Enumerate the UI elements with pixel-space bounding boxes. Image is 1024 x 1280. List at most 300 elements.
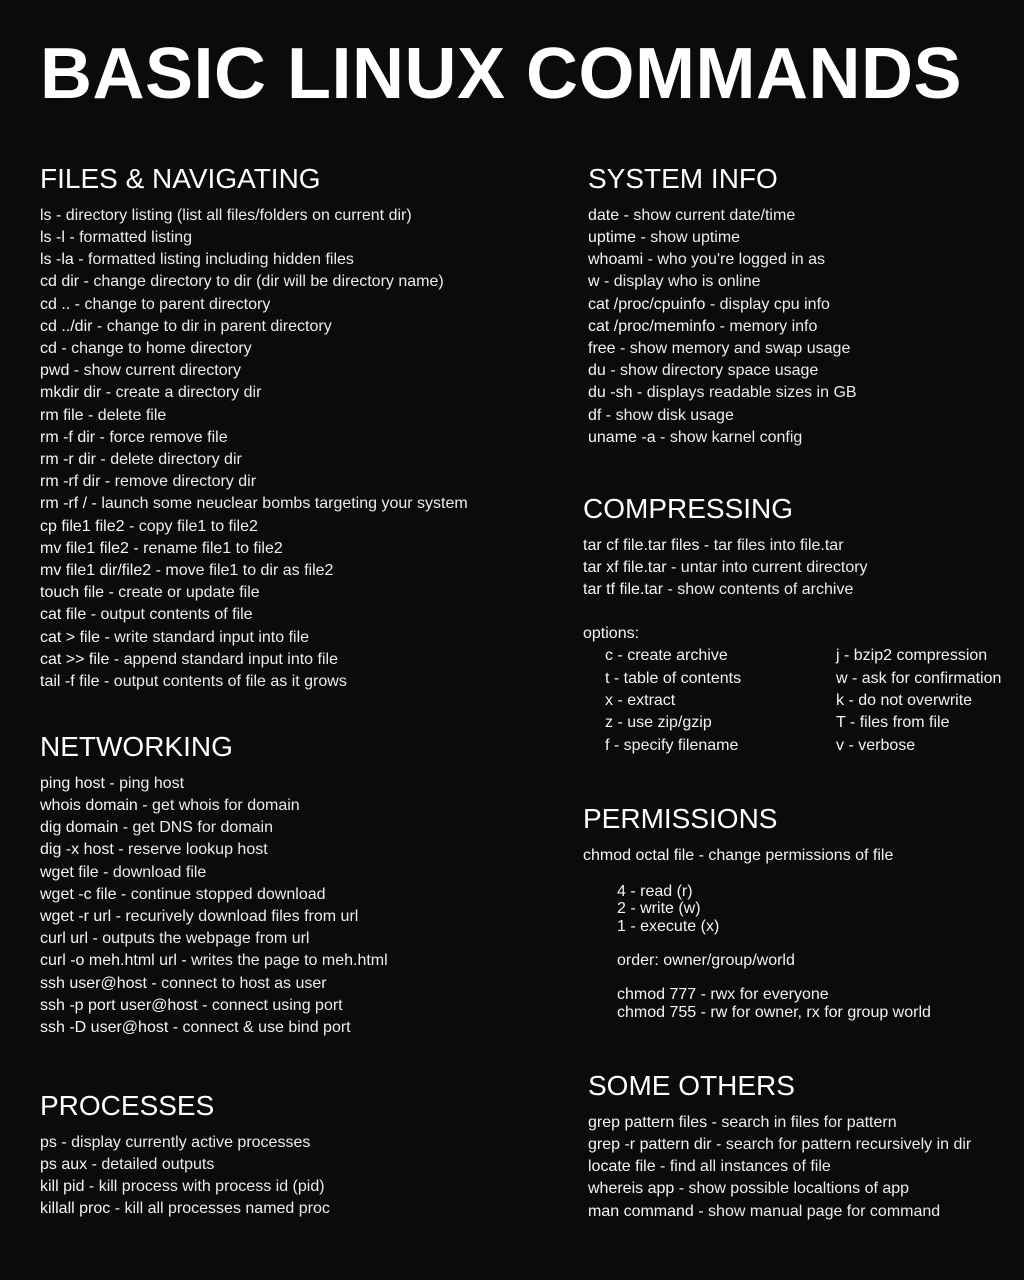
- command-description: remove directory dir: [114, 473, 257, 491]
- command-description: copy file1 to file2: [138, 517, 258, 535]
- command-line: [40, 671, 468, 693]
- command-description: display cpu info: [719, 295, 830, 313]
- command-description: search in files for pattern: [721, 1113, 897, 1131]
- command-name: grep pattern files: [588, 1113, 708, 1131]
- separator: -: [715, 317, 730, 335]
- separator: -: [615, 340, 630, 358]
- separator: -: [625, 882, 641, 900]
- command-name: pwd: [40, 362, 70, 380]
- command-name: ssh -p port user@host: [40, 996, 198, 1014]
- separator: -: [176, 952, 192, 970]
- separator: -: [56, 1133, 72, 1151]
- permissions-main-cmd: chmod octal file: [583, 846, 695, 864]
- separator: -: [844, 692, 859, 709]
- separator: -: [109, 650, 124, 668]
- command-line: [40, 1132, 330, 1154]
- command-line: [588, 316, 857, 338]
- command-description: connect using port: [211, 996, 343, 1014]
- command-description: tar files into file.tar: [713, 536, 844, 554]
- separator: -: [705, 295, 720, 313]
- command-name: chmod 777: [617, 986, 697, 1004]
- command-description: change to dir in parent directory: [106, 317, 332, 335]
- separator: -: [693, 1202, 709, 1220]
- command-description: ask for confirmation: [861, 669, 1002, 687]
- command-name: date: [588, 206, 620, 224]
- command-line: [40, 773, 388, 795]
- section-heading-files: FILES & NAVIGATING: [40, 163, 321, 194]
- command-name: whois domain: [40, 797, 138, 814]
- command-description: writes the page to meh.html: [191, 952, 388, 970]
- separator: -: [113, 841, 129, 859]
- command-name: rm file: [40, 406, 84, 424]
- separator: -: [92, 317, 107, 335]
- separator: -: [86, 606, 101, 624]
- command-name: cat file: [40, 606, 87, 624]
- command-line: [588, 271, 857, 293]
- separator: -: [655, 1158, 670, 1176]
- separator: -: [64, 229, 80, 246]
- command-line: [588, 1112, 971, 1134]
- command-line: [40, 427, 468, 449]
- separator: -: [128, 539, 144, 557]
- command-line: [588, 1134, 971, 1156]
- command-description: show current date/time: [633, 206, 796, 224]
- command-name: cat /proc/cpuinfo: [588, 295, 706, 313]
- command-description: find all instances of file: [669, 1158, 831, 1176]
- separator: -: [101, 384, 116, 402]
- command-name: wget -c file: [40, 885, 117, 903]
- command-name: uname -a: [588, 428, 656, 446]
- command-line: [40, 493, 468, 515]
- command-name: mv file1 dir/file2: [40, 562, 152, 580]
- command-description: read (r): [640, 882, 693, 900]
- command-line: [605, 690, 741, 712]
- command-name: du -sh: [588, 384, 633, 402]
- command-line: [40, 627, 468, 649]
- command-description: search for pattern recursively in dir: [725, 1136, 972, 1153]
- command-name: df: [588, 406, 602, 424]
- command-line: [40, 604, 468, 626]
- command-name: cd ..: [40, 295, 71, 313]
- command-line: [40, 271, 468, 293]
- command-name: c: [605, 647, 613, 665]
- command-description: directory listing (list all files/folders on current dir): [65, 206, 412, 224]
- separator: -: [146, 974, 162, 992]
- separator: -: [98, 863, 113, 881]
- command-description: extract: [627, 692, 676, 709]
- command-line: [836, 712, 1001, 734]
- command-line: [40, 560, 468, 582]
- command-description: show contents of archive: [677, 581, 854, 599]
- command-name: cd: [40, 340, 57, 358]
- command-line: [40, 839, 388, 861]
- command-description: bzip2 compression: [853, 647, 988, 665]
- section-sysinfo: [588, 164, 857, 449]
- command-description: rwx for everyone: [710, 986, 829, 1004]
- separator: -: [696, 986, 711, 1004]
- command-line: [40, 1176, 330, 1198]
- separator: -: [88, 930, 103, 948]
- command-name: uptime: [588, 229, 637, 246]
- separator: -: [69, 362, 84, 380]
- command-list-files: [40, 205, 468, 693]
- command-line: [40, 862, 388, 884]
- command-line: [588, 1201, 971, 1223]
- section-heading-sysinfo: SYSTEM INFO: [588, 163, 778, 194]
- command-name: z: [605, 714, 613, 732]
- separator: -: [663, 581, 678, 599]
- separator: -: [70, 295, 85, 313]
- command-description: displays readable sizes in GB: [646, 384, 857, 402]
- command-name: v: [836, 736, 844, 754]
- separator: -: [613, 692, 628, 709]
- command-description: connect to host as user: [161, 974, 327, 992]
- command-description: download file: [112, 863, 207, 881]
- command-line: [40, 516, 468, 538]
- permissions-main: [583, 847, 931, 865]
- command-list-compressing: [583, 535, 868, 602]
- command-name: T: [836, 714, 846, 732]
- command-line: [40, 382, 468, 404]
- options-grid: [583, 645, 1002, 755]
- separator: -: [844, 736, 859, 754]
- command-description: show uptime: [650, 229, 741, 246]
- command-description: display who is online: [613, 273, 761, 291]
- command-description: connect & use bind port: [182, 1019, 351, 1037]
- command-description: continue stopped download: [130, 885, 326, 903]
- command-description: append standard input into file: [123, 650, 338, 668]
- command-description: change to parent directory: [84, 295, 271, 313]
- section-heading-compressing: COMPRESSING: [583, 493, 794, 524]
- command-list-networking: [40, 773, 388, 1039]
- command-description: rw for owner, rx for group world: [710, 1003, 931, 1021]
- separator: -: [100, 473, 115, 491]
- separator: -: [56, 340, 72, 358]
- command-name: 4: [617, 882, 626, 900]
- command-line: [588, 294, 857, 316]
- separator: -: [84, 1178, 99, 1196]
- command-line: [605, 668, 741, 690]
- separator: -: [601, 406, 616, 424]
- command-description: display currently active processes: [71, 1133, 311, 1151]
- command-line: [40, 205, 468, 227]
- command-description: show possible localtions of app: [688, 1180, 910, 1198]
- separator: -: [632, 384, 647, 402]
- command-line: [40, 294, 468, 316]
- command-list-processes: [40, 1132, 330, 1221]
- command-name: cat /proc/meminfo: [588, 317, 716, 335]
- command-description: force remove file: [109, 428, 228, 446]
- command-description: show directory space usage: [620, 362, 819, 380]
- command-line: [40, 471, 468, 493]
- command-line: [40, 360, 468, 382]
- command-line: [588, 1156, 971, 1178]
- command-line: [583, 535, 868, 557]
- options-right: [836, 645, 1001, 756]
- separator: -: [99, 673, 114, 691]
- section-heading-networking: NETWORKING: [40, 731, 233, 762]
- command-line: [605, 712, 741, 734]
- separator: -: [100, 628, 115, 646]
- command-description: specify filename: [623, 736, 739, 754]
- separator: -: [83, 406, 98, 424]
- separator: -: [137, 797, 153, 814]
- command-line: [40, 1017, 388, 1039]
- command-name: ping host: [40, 774, 105, 792]
- section-others: [588, 1071, 971, 1223]
- separator: -: [711, 1136, 726, 1153]
- command-name: t: [605, 669, 610, 687]
- separator: -: [619, 206, 634, 224]
- command-line: [588, 405, 857, 427]
- command-name: cp file1 file2: [40, 517, 125, 535]
- separator: -: [666, 559, 681, 576]
- separator: -: [643, 251, 658, 269]
- command-description: write (w): [640, 900, 701, 918]
- command-line: [617, 900, 931, 918]
- section-heading-processes: PROCESSES: [40, 1090, 215, 1121]
- command-name: rm -rf /: [40, 495, 88, 513]
- command-line: [40, 538, 468, 560]
- command-name: f: [605, 736, 610, 754]
- section-compressing: [583, 493, 1002, 755]
- separator: -: [839, 647, 854, 665]
- command-name: du: [588, 362, 606, 380]
- command-name: cat >> file: [40, 650, 110, 668]
- command-description: change to home directory: [71, 340, 252, 358]
- command-line: [40, 884, 388, 906]
- permission-examples: [617, 986, 931, 1021]
- command-name: wget file: [40, 863, 99, 881]
- command-name: tail -f file: [40, 673, 100, 691]
- command-list-sysinfo: [588, 205, 857, 449]
- command-name: chmod 755: [617, 1003, 697, 1021]
- separator: -: [168, 1019, 183, 1037]
- separator: -: [116, 885, 131, 903]
- separator: -: [104, 584, 119, 602]
- options-left: [605, 645, 741, 756]
- separator: -: [674, 1180, 689, 1198]
- separator: -: [696, 1003, 711, 1021]
- command-line: [836, 645, 1001, 667]
- command-name: tar xf file.tar: [583, 559, 667, 576]
- command-line: [836, 735, 1001, 757]
- section-networking: [40, 732, 388, 1039]
- command-name: locate file: [588, 1158, 656, 1176]
- command-line: [40, 582, 468, 604]
- command-description: use zip/gzip: [627, 714, 712, 732]
- command-name: ssh user@host: [40, 974, 147, 992]
- command-name: ps: [40, 1133, 57, 1151]
- command-description: move file1 to dir as file2: [165, 562, 334, 580]
- command-name: curl -o meh.html url: [40, 952, 177, 970]
- separator: -: [95, 428, 110, 446]
- command-description: formatted listing including hidden files: [88, 251, 354, 269]
- separator: -: [87, 495, 102, 513]
- separator: -: [636, 229, 651, 246]
- command-name: ssh -D user@host: [40, 1019, 169, 1037]
- command-name: ls -la: [40, 251, 74, 269]
- command-name: free: [588, 340, 616, 358]
- section-heading-permissions: PERMISSIONS: [583, 803, 778, 834]
- permissions-main-desc: change permissions of file: [708, 846, 894, 864]
- separator: -: [197, 996, 212, 1014]
- command-description: verbose: [858, 736, 916, 754]
- separator: -: [151, 562, 166, 580]
- command-name: cd dir: [40, 273, 80, 291]
- command-name: rm -f dir: [40, 428, 96, 446]
- command-name: touch file: [40, 584, 105, 602]
- command-description: get whois for domain: [152, 797, 300, 814]
- command-line: [588, 360, 857, 382]
- separator: -: [613, 714, 628, 732]
- separator: -: [87, 1156, 102, 1173]
- command-line: [40, 338, 468, 360]
- command-line: [40, 817, 388, 839]
- command-line: [40, 995, 388, 1017]
- separator: -: [707, 1113, 722, 1131]
- separator: -: [51, 206, 66, 224]
- command-list-others: [588, 1112, 971, 1223]
- command-name: whereis app: [588, 1180, 675, 1198]
- command-line: [605, 645, 741, 667]
- command-line: [40, 1198, 330, 1220]
- command-name: tar cf file.tar files: [583, 536, 700, 554]
- command-line: [588, 427, 857, 449]
- command-name: cat > file: [40, 628, 101, 646]
- command-line: [40, 1154, 330, 1176]
- section-files: [40, 164, 468, 693]
- command-description: output contents of file: [100, 606, 253, 624]
- command-name: mv file1 file2: [40, 539, 129, 557]
- command-name: killall proc: [40, 1200, 111, 1218]
- command-name: 2: [617, 900, 626, 918]
- command-line: [40, 316, 468, 338]
- command-description: change directory to dir (dir will be directory name): [93, 273, 444, 291]
- section-processes: [40, 1091, 330, 1221]
- separator: -: [609, 736, 624, 754]
- command-description: launch some neuclear bombs targeting your system: [101, 495, 468, 513]
- command-name: man command: [588, 1202, 694, 1220]
- command-line: [588, 1178, 971, 1200]
- command-line: [40, 449, 468, 471]
- command-description: rename file1 to file2: [143, 539, 283, 557]
- command-name: 1: [617, 917, 626, 935]
- command-name: kill pid: [40, 1178, 85, 1196]
- separator: -: [847, 669, 862, 687]
- command-description: show karnel config: [669, 428, 803, 446]
- command-description: delete file: [97, 406, 167, 424]
- command-description: ping host: [119, 774, 185, 792]
- command-description: show memory and swap usage: [629, 340, 851, 358]
- command-name: grep -r pattern dir: [588, 1136, 712, 1153]
- separator: -: [699, 536, 714, 554]
- command-line: [40, 227, 468, 249]
- command-name: k: [836, 692, 844, 709]
- command-name: rm -r dir: [40, 451, 96, 469]
- command-name: w: [836, 669, 848, 687]
- command-name: cd ../dir: [40, 317, 93, 335]
- separator: -: [79, 273, 94, 291]
- command-description: create archive: [627, 647, 728, 665]
- command-name: x: [605, 692, 613, 709]
- command-line: [617, 986, 931, 1004]
- command-description: show manual page for command: [708, 1202, 941, 1220]
- command-description: create or update file: [118, 584, 260, 602]
- separator: -: [118, 819, 133, 837]
- command-line: [40, 649, 468, 671]
- command-description: show disk usage: [615, 406, 734, 424]
- command-description: kill process with process id (pid): [98, 1178, 325, 1196]
- command-line: [836, 668, 1001, 690]
- command-description: get DNS for domain: [132, 819, 274, 837]
- command-name: j: [836, 647, 840, 665]
- command-description: kill all processes named proc: [124, 1200, 330, 1218]
- command-name: tar tf file.tar: [583, 581, 664, 599]
- page-title: BASIC LINUX COMMANDS: [40, 34, 962, 114]
- separator: -: [609, 669, 624, 687]
- separator: -: [104, 774, 120, 792]
- command-name: ls -l: [40, 229, 65, 246]
- separator: -: [605, 362, 621, 380]
- separator: -: [694, 846, 709, 864]
- command-description: table of contents: [623, 669, 742, 687]
- separator: -: [111, 908, 126, 926]
- command-line: [40, 249, 468, 271]
- separator: -: [845, 714, 860, 732]
- command-description: delete directory dir: [110, 451, 242, 469]
- command-line: [40, 950, 388, 972]
- separator: -: [124, 517, 139, 535]
- command-description: create a directory dir: [115, 384, 262, 402]
- command-description: output contents of file as it grows: [113, 673, 347, 691]
- command-line: [40, 973, 388, 995]
- separator: -: [613, 647, 628, 665]
- command-name: ps aux: [40, 1156, 88, 1173]
- command-line: [588, 227, 857, 249]
- command-name: dig -x host: [40, 841, 114, 859]
- permissions-order: order: owner/group/world: [617, 952, 795, 970]
- separator: -: [110, 1200, 125, 1218]
- command-description: outputs the webpage from url: [102, 930, 310, 948]
- command-name: mkdir dir: [40, 384, 102, 402]
- command-description: recurively download files from url: [125, 908, 359, 926]
- command-line: [617, 1004, 931, 1022]
- command-name: whoami: [588, 251, 644, 269]
- section-heading-others: SOME OTHERS: [588, 1070, 795, 1101]
- command-name: wget -r url: [40, 908, 112, 926]
- command-line: [617, 883, 931, 901]
- command-description: do not overwrite: [858, 692, 973, 709]
- separator: -: [95, 451, 111, 469]
- command-line: [617, 918, 931, 936]
- command-description: show current directory: [83, 362, 241, 380]
- command-line: [40, 405, 468, 427]
- command-description: reserve lookup host: [128, 841, 268, 859]
- command-line: [40, 795, 388, 817]
- command-name: dig domain: [40, 819, 119, 837]
- command-name: curl url: [40, 930, 89, 948]
- separator: -: [625, 900, 641, 918]
- command-line: [588, 205, 857, 227]
- command-description: untar into current directory: [680, 559, 868, 576]
- command-description: memory info: [729, 317, 818, 335]
- command-line: [40, 928, 388, 950]
- command-line: [836, 690, 1001, 712]
- command-description: write standard input into file: [114, 628, 310, 646]
- command-name: w: [588, 273, 600, 291]
- separator: -: [73, 251, 88, 269]
